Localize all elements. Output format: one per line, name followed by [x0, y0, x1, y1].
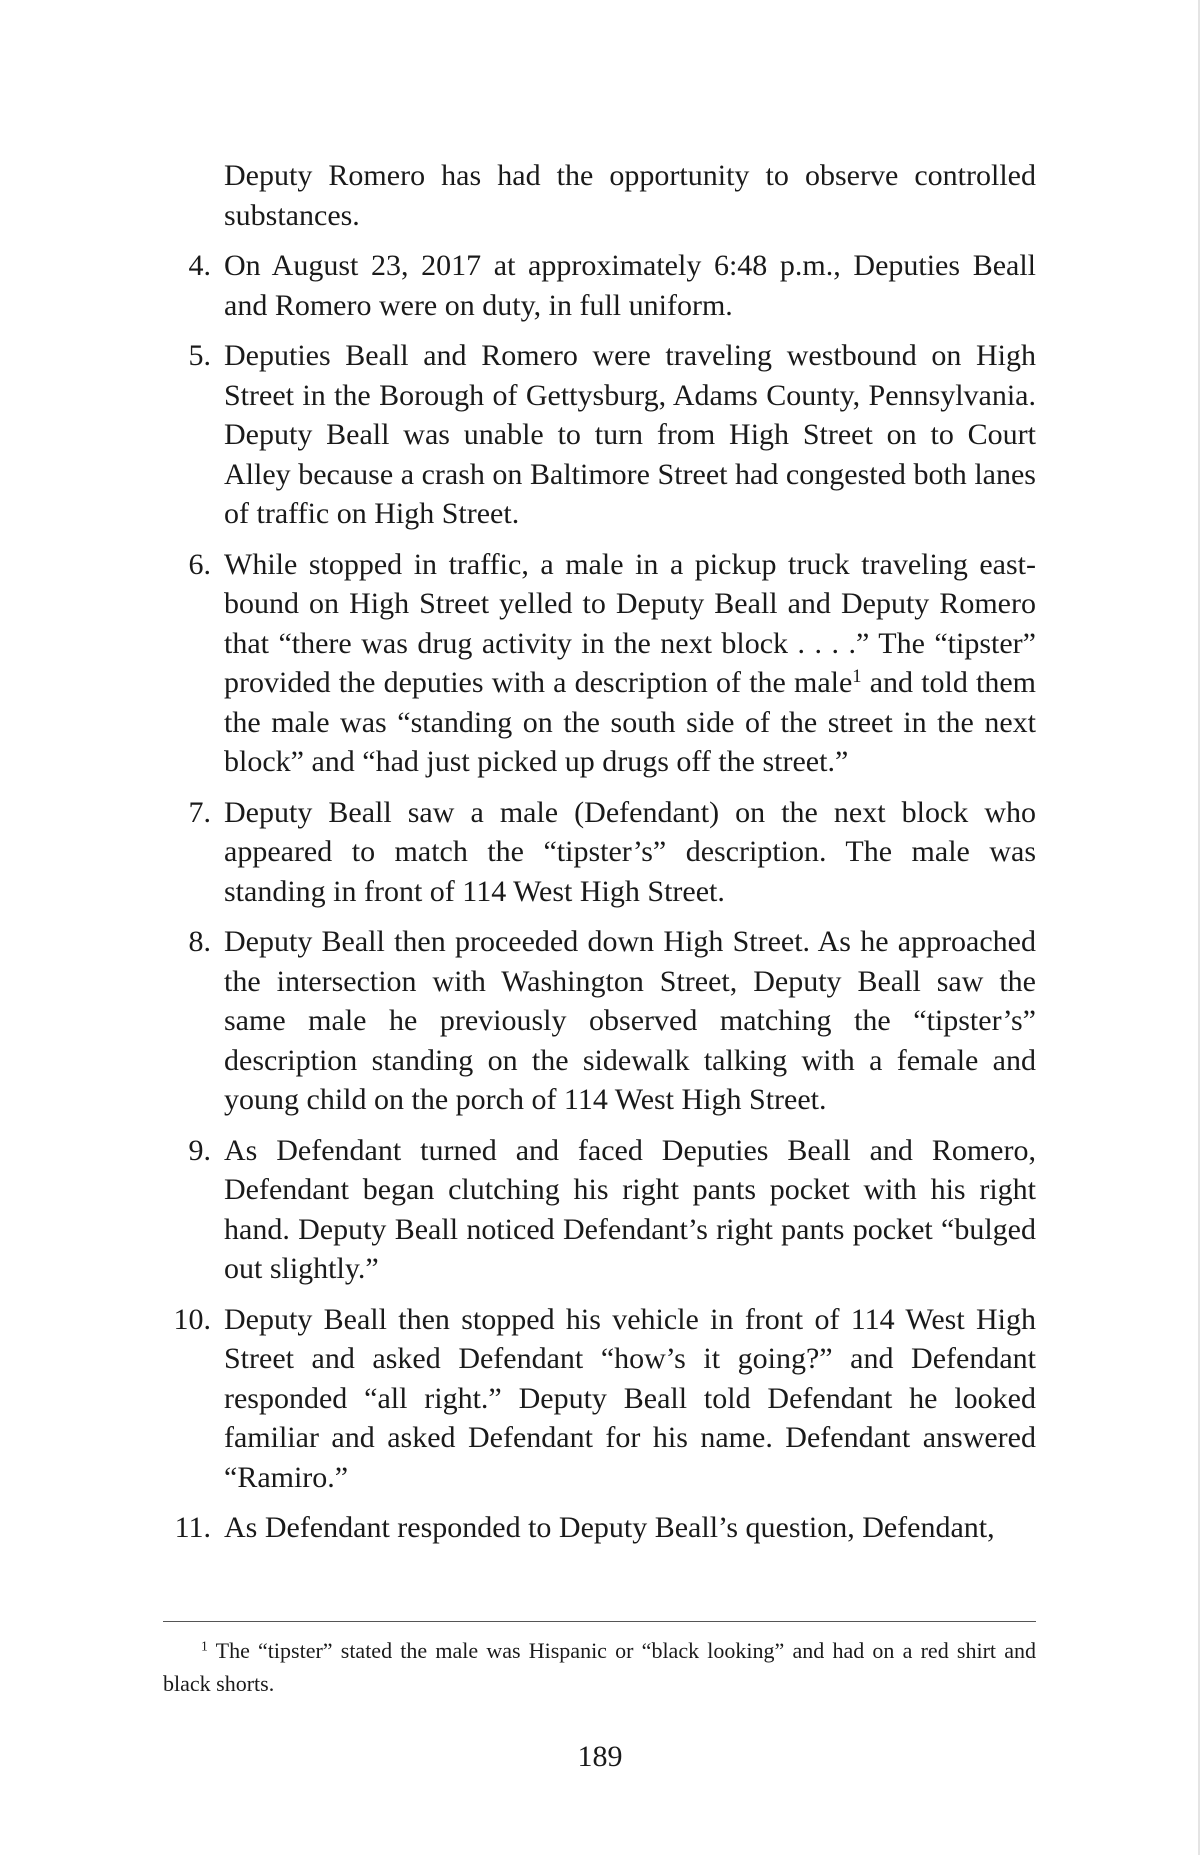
footnote-text: The “tipster” stated the male was Hispanic or “black looking” and had on a red shirt and black shorts. — [163, 1638, 1036, 1696]
paragraph-text: As Defendant turned and faced Deputies Beall and Romero, Defendant began clutching his right pants pocket with his right hand. Deputy Beall noticed Defendant’s right pants pocket “bulged out slightly.” — [224, 1133, 1036, 1285]
paragraph-text: While stopped in traffic, a male in a pickup truck traveling eastbound on High Street yelled to Deputy Beall and Deputy Romero that “there was drug activity in the next block . . . .” The “tipster” provided the deputies with a description of the male — [224, 547, 1036, 699]
paragraph-text: Deputy Beall saw a male (Defendant) on the next block who appeared to match the “tipster’s” description. The male was standing in front of 114 West High Street. — [224, 795, 1036, 908]
paragraph-number: 6. — [188, 547, 211, 581]
numbered-paragraph-10 — [163, 1300, 1036, 1498]
footnote — [163, 1634, 1036, 1700]
paragraph-number: 9. — [188, 1133, 211, 1167]
continued-paragraph: Deputy Romero has had the opportunity to observe controlled substances. — [224, 159, 1036, 232]
page-number: 189 — [577, 1740, 623, 1773]
paragraph-text: As Defendant responded to Deputy Beall’s question, Defendant, — [224, 1511, 995, 1544]
numbered-paragraph-9 — [163, 1131, 1036, 1289]
footnote-number: 1 — [201, 1638, 208, 1654]
paragraph-number: 8. — [188, 925, 211, 958]
paragraph-text: Deputies Beall and Romero were traveling westbound on High Street in the Borough of Gettysburg, Adams County, Pennsylvania. Deputy Beall was unable to turn from High Street on to Court Alley because a crash on Baltimore Street had congested both lanes of traffic on High Street. — [224, 339, 1036, 530]
numbered-paragraph-8 — [163, 922, 1036, 1120]
paragraph-text: On August 23, 2017 at approximately 6:48 p.m., Deputies Beall and Romero were on duty, in full uniform. — [224, 249, 1036, 322]
numbered-paragraph-6 — [163, 545, 1036, 782]
footnote-divider — [163, 1621, 1036, 1622]
paragraph-number: 10. — [173, 1302, 211, 1336]
paragraph-text: Deputy Beall then proceeded down High Street. As he approached the intersection with Washington Street, Deputy Beall saw the same male he previously observed matching the “tipster’s” description standing on the sidewalk talking with a female and young child on the porch of 114 West High Street. — [224, 925, 1036, 1116]
body-text — [163, 156, 1036, 1559]
paragraph-number: 7. — [188, 795, 211, 829]
footnote-reference: 1 — [852, 665, 862, 687]
numbered-paragraph-11 — [163, 1508, 1036, 1548]
numbered-paragraph-5 — [163, 336, 1036, 534]
paragraph-text: Deputy Beall then stopped his vehicle in front of 114 West High Street and asked Defendant “how’s it going?” and Defendant responded “all right.” Deputy Beall told Defendant he looked familiar and asked Defendant for his name. Defendant answered “Ramiro.” — [224, 1302, 1036, 1494]
numbered-paragraph-4 — [163, 246, 1036, 325]
paragraph-number: 11. — [174, 1511, 211, 1544]
numbered-paragraph-7 — [163, 793, 1036, 912]
paragraph-text-continued: and told them the male was “standing on the south side of the street in the next block” and “had just picked up drugs off the street.” — [224, 666, 1036, 778]
paragraph-number: 4. — [188, 249, 211, 282]
paragraph-number: 5. — [188, 339, 211, 372]
